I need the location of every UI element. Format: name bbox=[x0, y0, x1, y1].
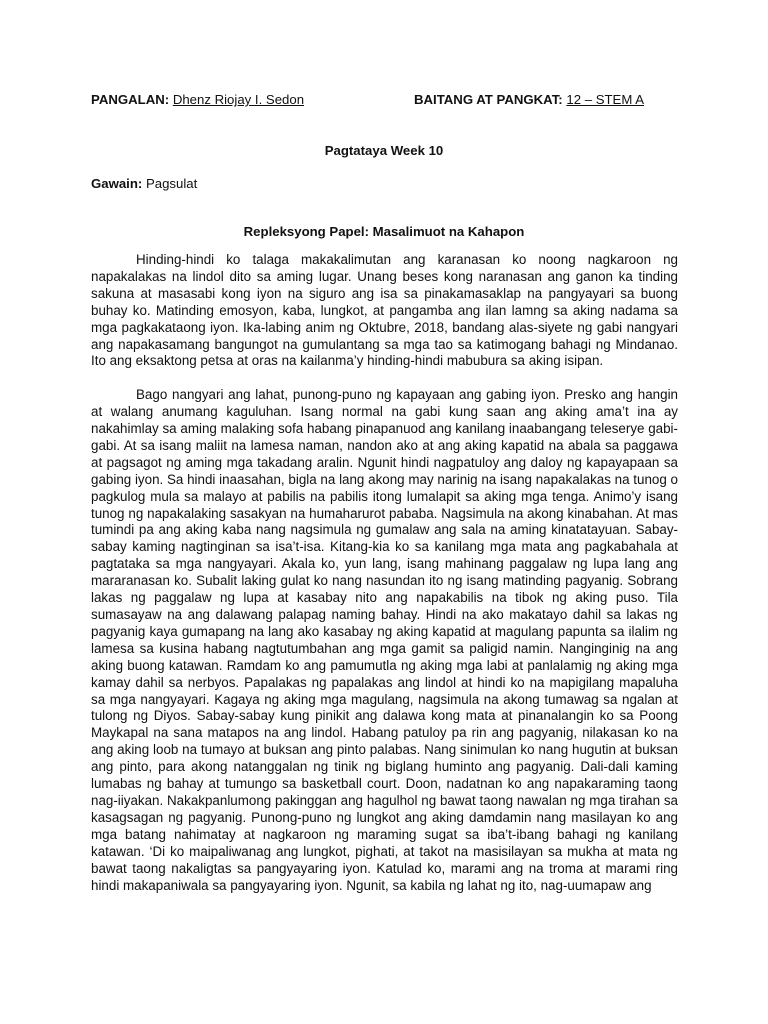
grade-label: BAITANG AT PANGKAT: bbox=[414, 92, 563, 107]
paragraph-2: Bago nangyari ang lahat, punong-puno ng kapayaan ang gabing iyon. Presko ang hangin at walang anumang kaguluhan. Isang normal na gabi kung saan ang aking ama’t ina ay nakahimlay sa aming malaking sofa habang pinapanuod ang kanilang inaabangang teleserye gabi-gabi. At sa isang maliit na lamesa naman, nandon ako at ang aking kapatid na abala sa paggawa at pagsagot ng aming mga takadang aralin. Ngunit hindi nagpatuloy ang daloy ng kapayapaan sa gabing iyon. Sa hindi inaasahan, bigla na lang akong may narinig na isang napakalakas na tunog o pagkulog mula sa malayo at pabilis na pabilis itong lumalapit sa aking mga tenga. Animo’y isang tunog ng napakalaking sasakyan na humaharurot pababa. Nagsimula na akong kinabahan. At mas tumindi pa ang aking kaba nang nagsimula ng gumalaw ang sala na aming kinatatayuan. Sabay-sabay kaming nagtinginan sa isa’t-isa. Kitang-kia ko sa kanilang mga mata ang pagkabahala at pagtataka sa mga nangyayari. Akala ko, yun lang, isang mahinang paggalaw ng lupa lang ang mararanasan ko. Subalit laking gulat ko nang nasundan ito ng isang matinding pagyanig. Sobrang lakas ng paggalaw ng lupa at kasabay nito ang napakabilis na tibok ng aking puso. Tila sumasayaw na ang dalawang palapag naming bahay. Hindi na ako makatayo dahil sa lakas ng pagyanig kaya gumapang na lang ako kasabay ng aking kapatid at magulang papunta sa ilalim ng lamesa sa kusina habang nagtutumbahan ang mga gamit sa paligid namin. Nanginginig na ang aking buong katawan. Ramdam ko ang pamumutla ng aking mga labi at panlalamig ng aking mga kamay dahil sa nerbyos. Papalakas ng papalakas ang lindol at hindi ko na mapigilang mapaluha sa mga nangyayari. Kagaya ng aking mga magulang, nagsimula na akong tumawag sa ngalan at tulong ng Diyos. Sabay-sabay kung pinikit ang dalawa kong mata at pinanalangin ko sa Poong Maykapal na sana matapos na ang lindol. Habang patuloy pa rin ang pagyanig, nilakasan ko na ang aking loob na tumayo at buksan ang pinto palabas. Nang sinimulan ko nang hugutin at buksan ang pinto, para akong natanggalan ng tinik ng biglang huminto ang pagyanig. Dali-dali kaming lumabas ng bahay at tumungo sa basketball court. Doon, nadatnan ko ang napakaraming taong nag-iiyakan. Nakakpanlumong pakinggan ang hagulhol ng bawat taong nawalan ng mga tirahan sa kasagsagan ng pagyanig. Punong-puno ng lungkot ang aking damdamin nang masilayan ko ang mga batang nahimatay at nagkaroon ng maraming sugat sa iba’t-ibang bahagi ng kanilang katawan. ‘Di ko maipaliwanag ang lungkot, pighati, at takot na masisilayan sa mukha at mata ng bawat taong nakaligtas sa pangyayaring iyon. Katulad ko, marami ang na troma at marami ring hindi makapaniwala sa pangyayaring iyon. Ngunit, sa kabila ng lahat ng ito, nag-uumapaw ang bbox=[91, 387, 678, 893]
task-value: Pagsulat bbox=[145, 176, 198, 191]
paragraph-1: Hinding-hindi ko talaga makakalimutan ang karanasan ko noong nagkaroon ng napakalakas na lindol dito sa aming lugar. Unang beses kong naranasan ang ganon ka tinding sakuna at masasabi kong iyon na siguro ang isa sa pinakamasaklap na pangyayari sa buong buhay ko. Matinding emosyon, kaba, lungkot, at pangamba ang ilan lamng sa aking nadama sa mga pagkakataong iyon. Ika-labing anim ng Oktubre, 2018, bandang alas-siyete ng gabi nangyari ang napakasamang bangungot na gumulantang sa mga tao sa katimogang bahagi ng Mindanao. Ito ang eksaktong petsa at oras na kailanma’y hinding-hindi mabubura sa aking isipan. bbox=[91, 252, 678, 369]
student-info-header bbox=[91, 92, 681, 112]
assessment-title: Pagtataya Week 10 bbox=[324, 143, 444, 158]
grade-value: 12 – STEM A bbox=[566, 92, 645, 107]
name-label: PANGALAN: bbox=[91, 92, 170, 107]
name-value: Dhenz Riojay I. Sedon bbox=[172, 92, 305, 107]
student-name bbox=[91, 92, 304, 107]
task-line bbox=[91, 176, 197, 191]
paper-title: Repleksyong Papel: Masalimuot na Kahapon bbox=[243, 224, 525, 239]
essay-body bbox=[91, 252, 678, 894]
task-label: Gawain: bbox=[91, 176, 143, 191]
grade-section bbox=[414, 92, 644, 107]
